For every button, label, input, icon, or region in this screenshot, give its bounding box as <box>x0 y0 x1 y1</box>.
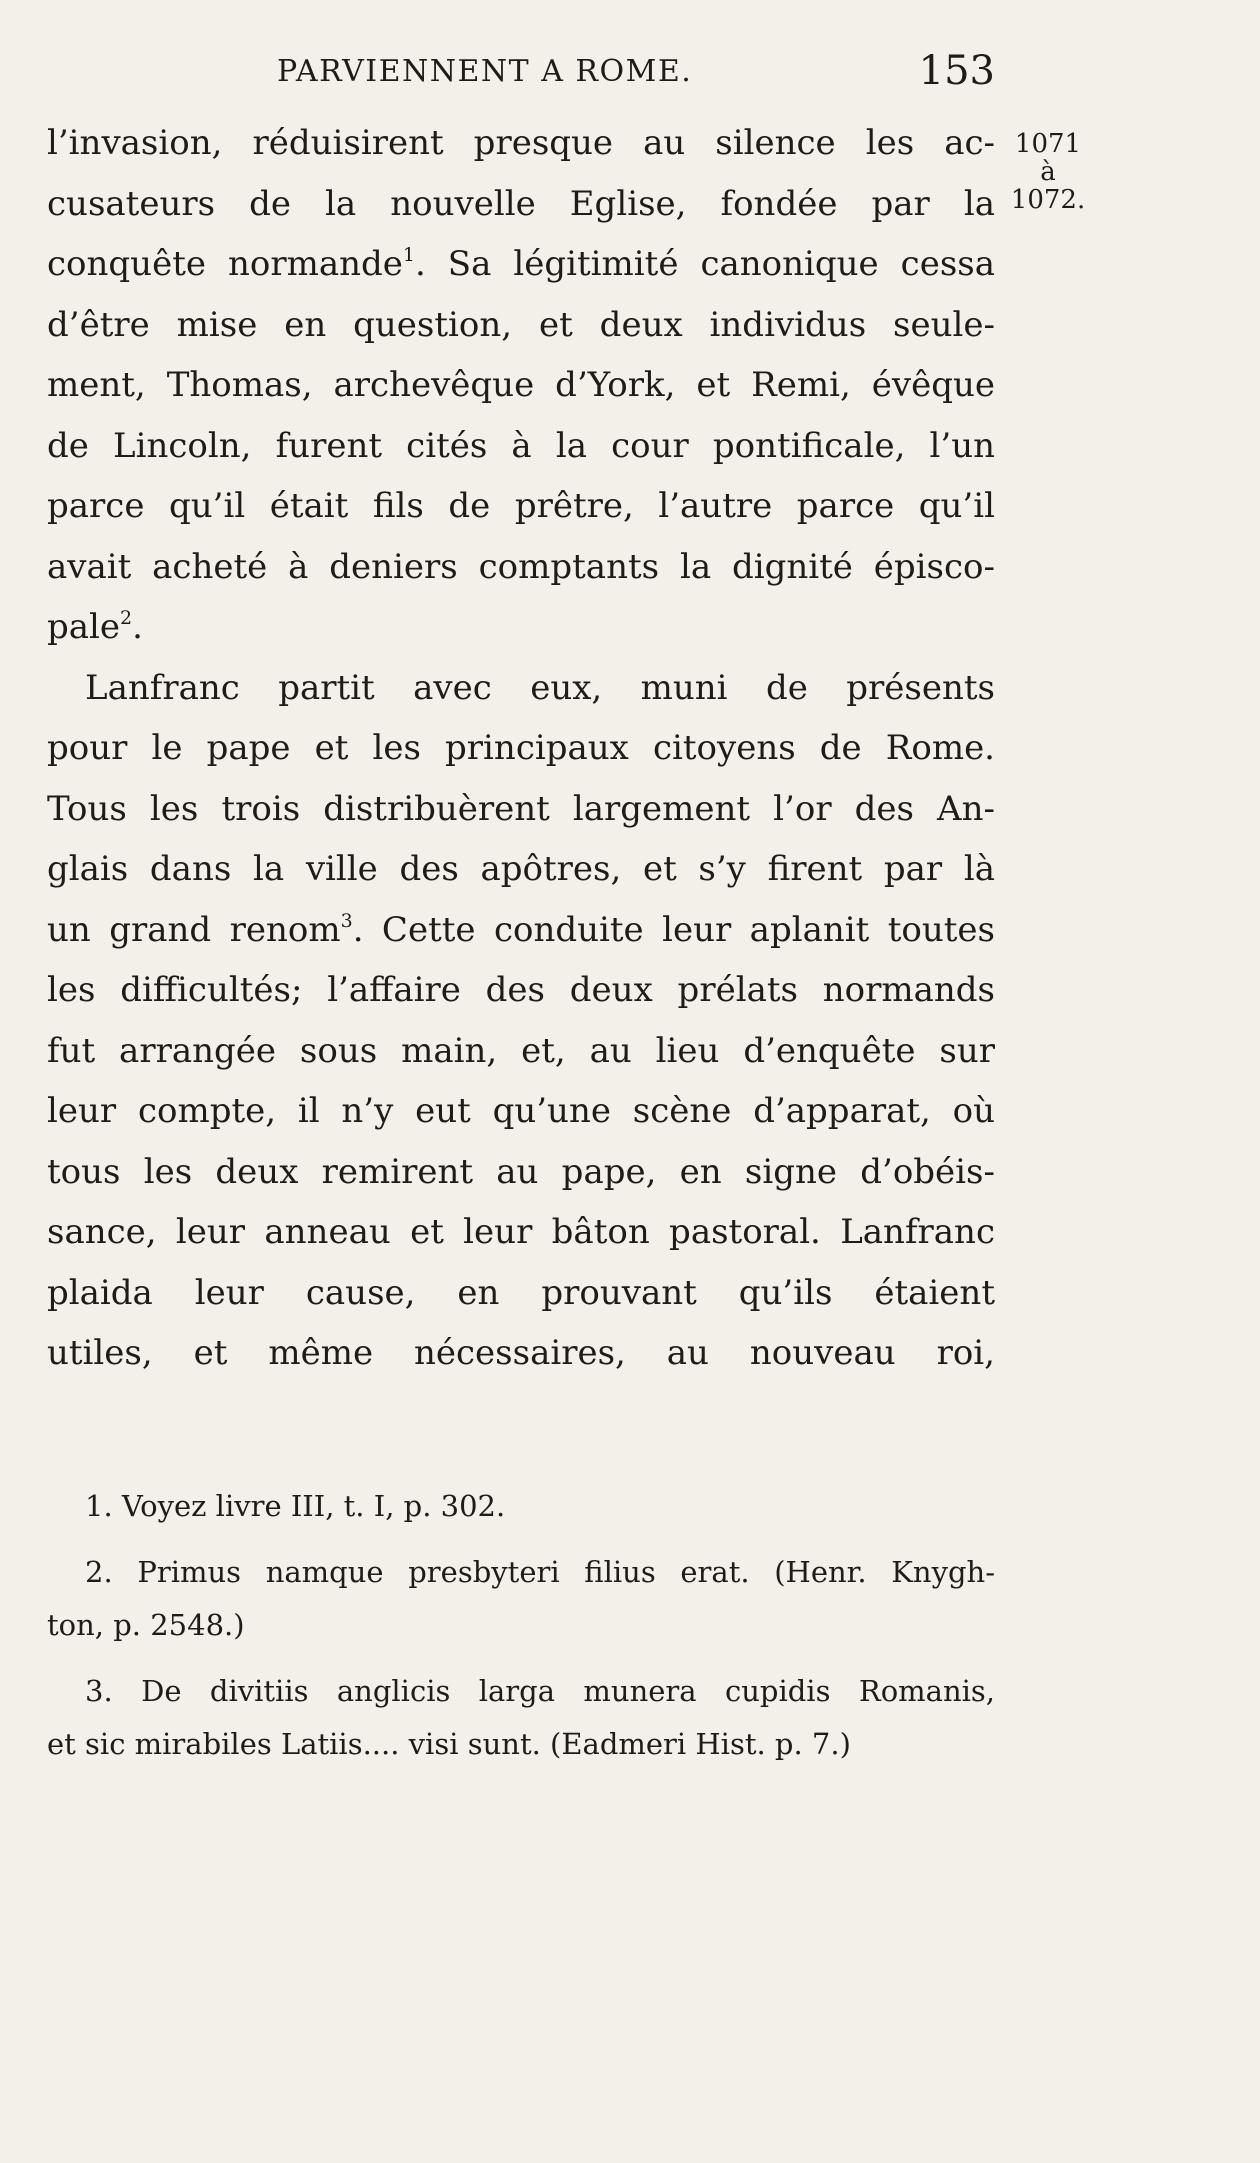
body-text <box>47 113 995 1384</box>
text-line: les difficultés; l’affaire des deux prélats normands <box>47 970 995 1010</box>
text-line: parce qu’il était fils de prêtre, l’autre parce qu’il <box>47 486 995 526</box>
text-line: l’invasion, réduisirent presque au silence les ac- <box>47 123 995 163</box>
text-line: de Lincoln, furent cités à la cour pontificale, l’un <box>47 425 995 466</box>
text-line: ment, Thomas, archevêque d’York, et Remi, évêque <box>47 365 995 405</box>
footnote-ref-1: 1 <box>402 244 415 266</box>
text-line: Lanfranc partit avec eux, muni de présents <box>85 667 995 708</box>
footnote-number: 2. <box>85 1555 113 1589</box>
footnote-line <box>47 1665 995 1718</box>
text-line: d’être mise en question, et deux individus seule- <box>47 304 995 345</box>
text-segment: conquête normande <box>47 244 403 284</box>
text-line: leur compte, il n’y eut qu’une scène d’apparat, où <box>47 1091 995 1131</box>
text-line <box>47 900 995 961</box>
footnote-number: 1. <box>85 1489 113 1523</box>
text-segment: pale <box>47 607 121 647</box>
text-line: pour le pape et les principaux citoyens de Rome. <box>47 728 995 768</box>
text-line: cusateurs de la nouvelle Eglise, fondée par la <box>47 183 995 224</box>
text-line: avait acheté à deniers comptants la dignité épisco- <box>47 546 995 587</box>
text-line: glais dans la ville des apôtres, et s’y firent par là <box>47 849 995 889</box>
footnote-3 <box>47 1665 995 1771</box>
page-number: 153 <box>918 48 995 94</box>
text-line: Tous les trois distribuèrent largement l’or des An- <box>47 788 995 829</box>
footnote-number: 3. <box>85 1674 113 1708</box>
footnotes <box>47 1480 995 1784</box>
text-segment: . <box>132 607 143 647</box>
margin-date-end: 1072. <box>1010 185 1086 215</box>
footnote-text: Voyez livre III, t. I, p. 302. <box>121 1489 506 1523</box>
footnote-text: De divitiis anglicis larga munera cupidis Romanis, <box>141 1674 995 1708</box>
text-segment: . Cette conduite leur aplanit toutes <box>352 909 995 950</box>
footnote-line: et sic mirabiles Latiis.... visi sunt. (Eadmeri Hist. p. 7.) <box>47 1727 851 1761</box>
text-segment: . Sa légitimité canonique cessa <box>415 244 996 284</box>
text-segment: un grand renom <box>47 909 341 950</box>
footnote-2 <box>47 1546 995 1652</box>
text-line: utiles, et même nécessaires, au nouveau roi, <box>47 1333 995 1373</box>
footnote-1 <box>47 1480 995 1533</box>
text-line: plaida leur cause, en prouvant qu’ils étaient <box>47 1272 995 1313</box>
footnote-ref-2: 2 <box>120 607 133 629</box>
running-title: PARVIENNENT A ROME. <box>277 54 693 89</box>
text-line <box>47 234 995 295</box>
footnote-line <box>47 1480 995 1533</box>
text-line <box>47 597 995 658</box>
text-line: fut arrangée sous main, et, au lieu d’enquête sur <box>47 1030 995 1071</box>
margin-date-note <box>1010 130 1086 214</box>
footnote-line: ton, p. 2548.) <box>47 1608 245 1642</box>
margin-date-separator: à <box>1040 157 1056 187</box>
footnote-line <box>47 1546 995 1599</box>
footnote-ref-3: 3 <box>340 909 353 932</box>
running-header <box>47 48 995 102</box>
text-line: sance, leur anneau et leur bâton pastoral. Lanfranc <box>47 1212 995 1252</box>
margin-date-start: 1071 <box>1014 129 1082 159</box>
footnote-text: Primus namque presbyteri filius erat. (Henr. Knygh- <box>137 1555 995 1589</box>
text-line: tous les deux remirent au pape, en signe d’obéis- <box>47 1151 995 1192</box>
